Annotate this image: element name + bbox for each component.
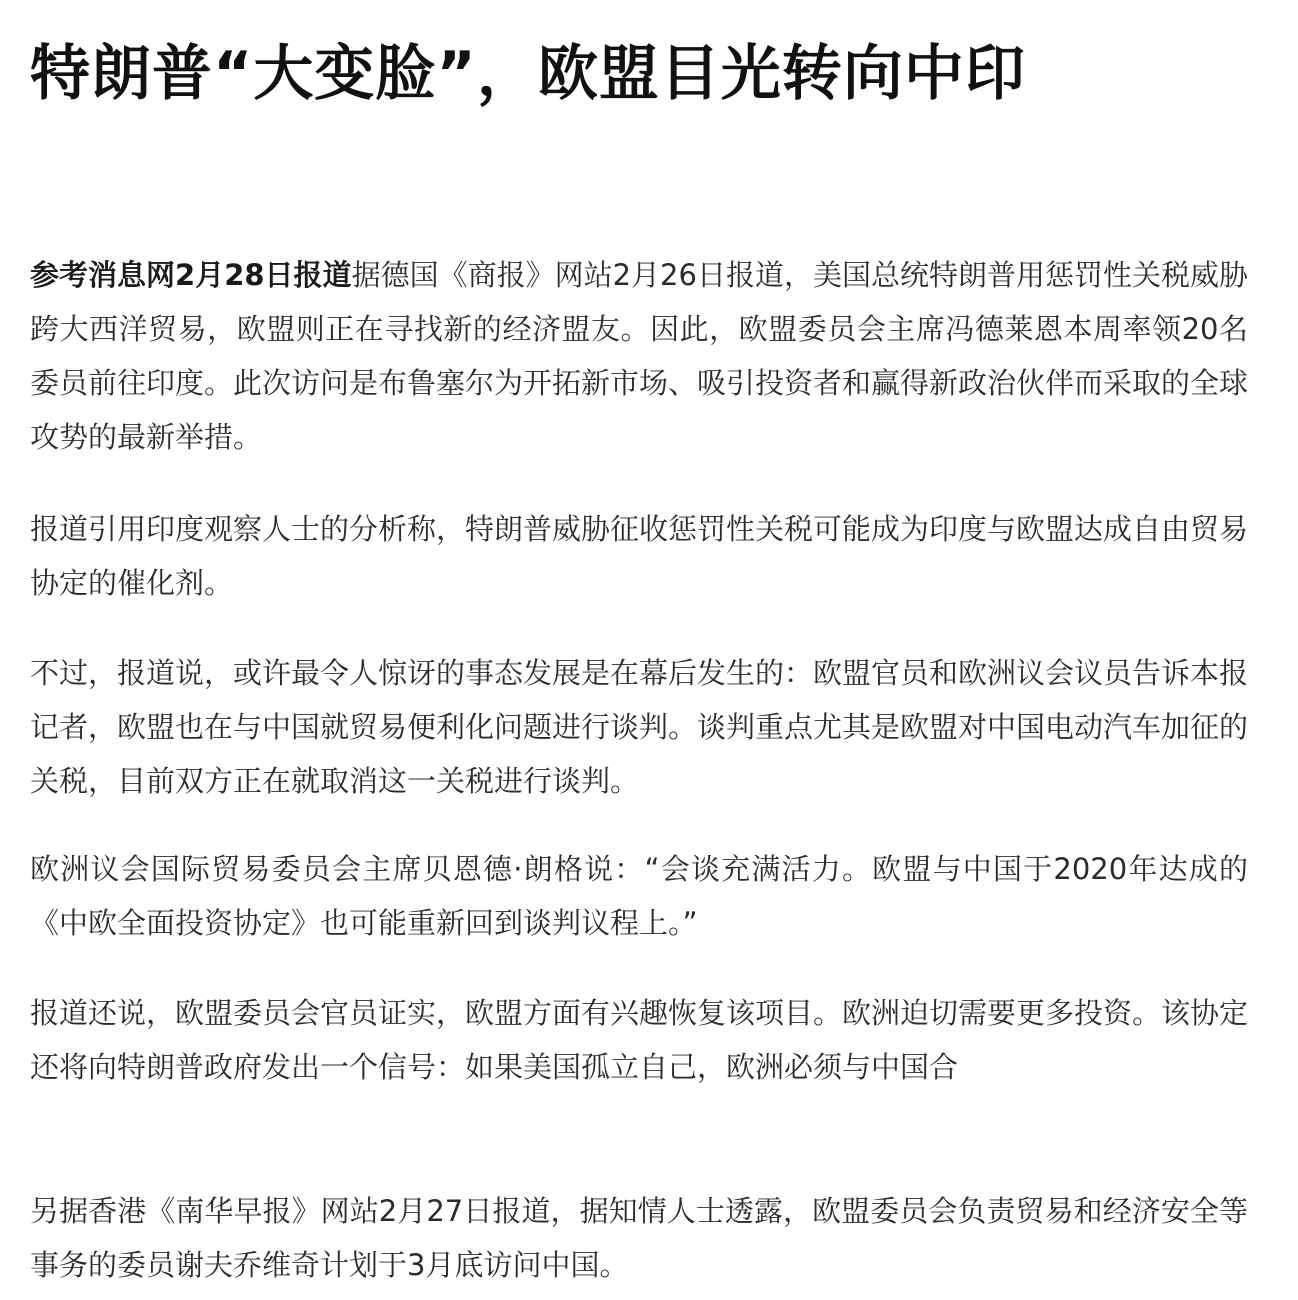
paragraph-text: 据德国《商报》网站2月26日报道，美国总统特朗普用惩罚性关税威胁跨大西洋贸易，欧盟则正在寻找新的经济盟友。因此，欧盟委员会主席冯德莱恩本周率领20名委员前往印度。此次访问是布鲁塞尔为开拓新市场、吸引投资者和赢得新政治伙伴而采取的全球攻势的最新举措。 — [30, 258, 1249, 454]
article-paragraph — [30, 502, 1248, 610]
paragraph-text: 不过，报道说，或许最令人惊讶的事态发展是在幕后发生的：欧盟官员和欧洲议会议员告诉本报记者，欧盟也在与中国就贸易便利化问题进行谈判。谈判重点尤其是欧盟对中国电动汽车加征的关税，目前双方正在就取消这一关税进行谈判。 — [30, 656, 1249, 798]
paragraph-text: 报道引用印度观察人士的分析称，特朗普威胁征收惩罚性关税可能成为印度与欧盟达成自由贸易协定的催化剂。 — [30, 512, 1249, 600]
article-paragraph — [30, 248, 1248, 464]
article-paragraph — [30, 842, 1248, 950]
dateline: 参考消息网2月28日报道 — [30, 258, 352, 292]
article-paragraph — [30, 986, 1248, 1094]
paragraph-text: 欧洲议会国际贸易委员会主席贝恩德·朗格说：“会谈充满活力。欧盟与中国于2020年达成的《中欧全面投资协定》也可能重新回到谈判议程上。” — [30, 852, 1248, 940]
article-paragraph — [30, 646, 1248, 808]
paragraph-text: 另据香港《南华早报》网站2月27日报道，据知情人士透露，欧盟委员会负责贸易和经济安全等事务的委员谢夫乔维奇计划于3月底访问中国。 — [30, 1194, 1248, 1282]
article-paragraph — [30, 1184, 1248, 1292]
article-headline: 特朗普“大变脸”，欧盟目光转向中印 — [30, 39, 1026, 109]
paragraph-text: 报道还说，欧盟委员会官员证实，欧盟方面有兴趣恢复该项目。欧洲迫切需要更多投资。该协定还将向特朗普政府发出一个信号：如果美国孤立自己，欧洲必须与中国合 — [30, 996, 1248, 1084]
article — [30, 0, 1252, 1300]
